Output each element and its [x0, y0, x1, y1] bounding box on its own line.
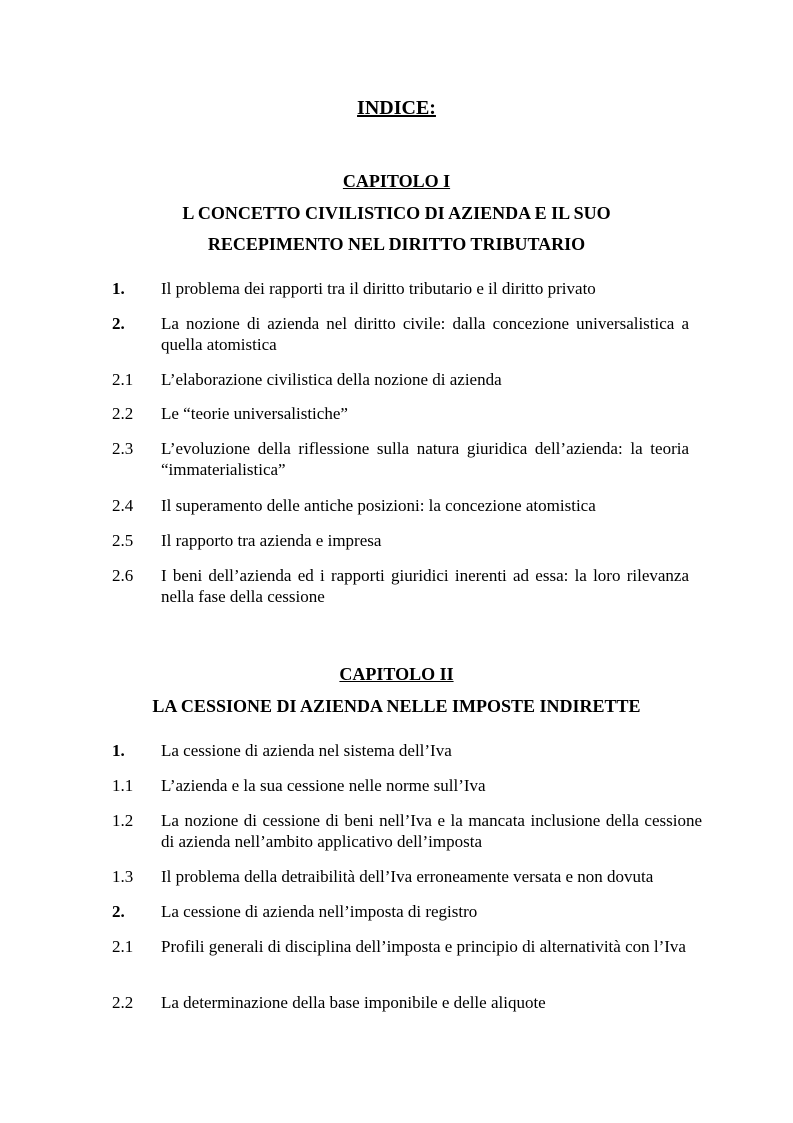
toc-entry-number: 2. [112, 314, 125, 333]
chapter-1-heading-line-1: L CONCETTO CIVILISTICO DI AZIENDA E IL SUO [182, 203, 611, 223]
toc-entry-number: 1. [112, 279, 125, 298]
toc-entry-text: Il superamento delle antiche posizioni: la concezione atomistica [161, 496, 596, 515]
toc-entry-number: 1.1 [112, 776, 134, 795]
toc-entry-number: 2.1 [112, 937, 134, 956]
chapter-2-heading-line-1: LA CESSIONE DI AZIENDA NELLE IMPOSTE INDIRETTE [152, 696, 641, 716]
toc-entry-number: 1.3 [112, 867, 134, 886]
toc-entry-text: La determinazione della base imponibile e delle aliquote [161, 993, 546, 1012]
toc-entry-number: 2.5 [112, 531, 134, 550]
toc-entry-text: La cessione di azienda nell’imposta di registro [161, 902, 478, 921]
toc-entry-text: Il problema dei rapporti tra il diritto tributario e il diritto privato [161, 279, 596, 298]
toc-entry-number: 1.2 [112, 811, 134, 830]
toc-entry-number: 2.1 [112, 370, 134, 389]
toc-entry-number: 2.2 [112, 404, 134, 423]
toc-entry-text: L’evoluzione della riflessione sulla natura giuridica dell’azienda: la teoria “immaterialistica” [161, 439, 689, 479]
toc-entry-text: L’azienda e la sua cessione nelle norme sull’Iva [161, 776, 486, 795]
chapter-1-label: CAPITOLO I [342, 171, 451, 191]
toc-entry-text: Le “teorie universalistiche” [161, 404, 348, 423]
toc-entry-number: 2. [112, 902, 125, 921]
page-title: INDICE: [357, 97, 436, 119]
toc-entry-text: La nozione di azienda nel diritto civile: dalla concezione universalistica a quella atomistica [161, 314, 689, 354]
toc-entry-number: 2.3 [112, 439, 134, 458]
toc-entry-number: 2.2 [112, 993, 134, 1012]
toc-entry-text: Profili generali di disciplina dell’imposta e principio di alternatività con l’Iva [161, 937, 686, 956]
toc-entry-text: La nozione di cessione di beni nell’Iva e la mancata inclusione della cessione di azienda nell’ambito applicativo dell’imposta [161, 811, 702, 851]
toc-entry-text: Il problema della detraibilità dell’Iva erroneamente versata e non dovuta [161, 867, 654, 886]
toc-entry-text: Il rapporto tra azienda e impresa [161, 531, 382, 550]
toc-entry-number: 1. [112, 741, 125, 760]
toc-entry-text: I beni dell’azienda ed i rapporti giuridici inerenti ad essa: la loro rilevanza nella fase della cessione [161, 566, 689, 606]
toc-entry-text: L’elaborazione civilistica della nozione di azienda [161, 370, 502, 389]
chapter-1-heading-line-2: RECEPIMENTO NEL DIRITTO TRIBUTARIO [207, 234, 586, 254]
toc-entry-text: La cessione di azienda nel sistema dell’Iva [161, 741, 452, 760]
toc-entry-number: 2.6 [112, 566, 134, 585]
toc-entry-number: 2.4 [112, 496, 134, 515]
chapter-2-label: CAPITOLO II [339, 664, 454, 684]
